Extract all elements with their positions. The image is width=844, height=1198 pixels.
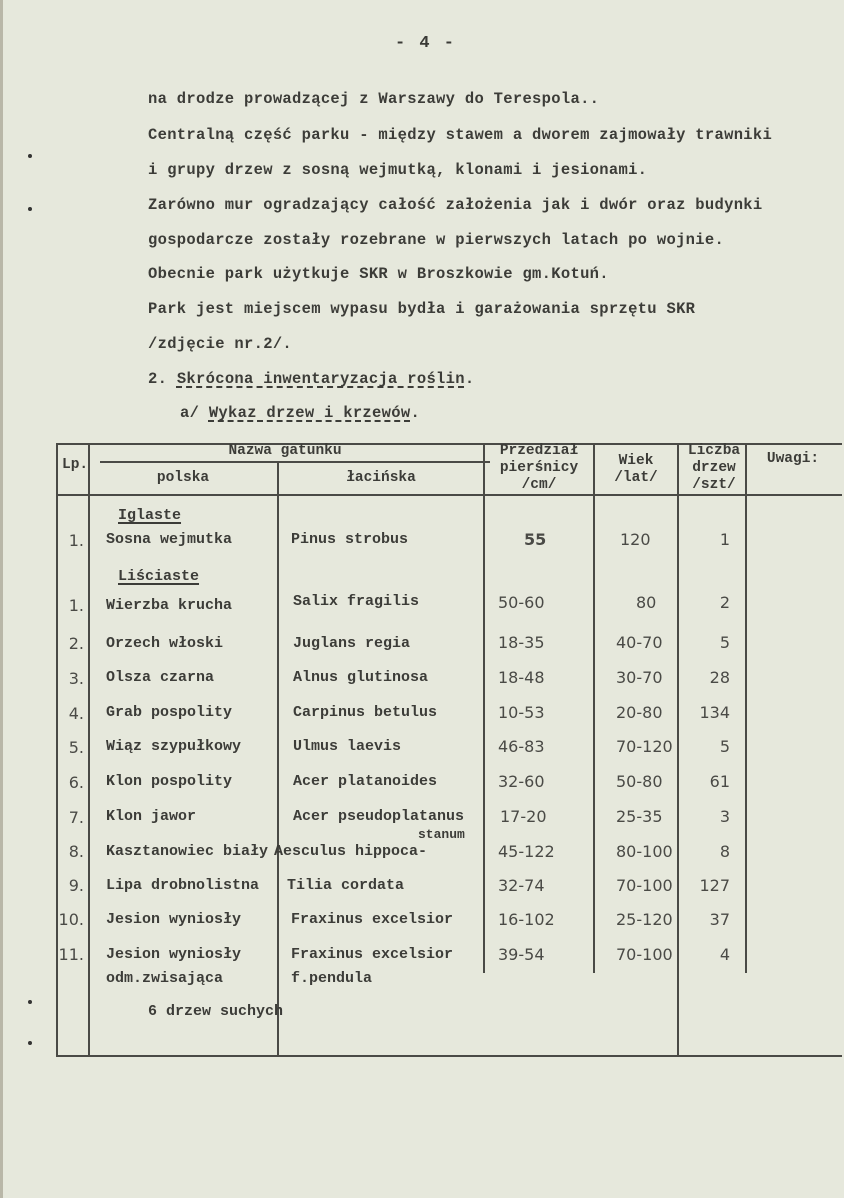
- row-lp: 11.: [58, 945, 84, 964]
- row-latin-name: Acer pseudoplatanus: [293, 808, 465, 825]
- row-age: 120: [620, 530, 651, 549]
- row-latin-name-cont: f.pendula: [291, 970, 373, 987]
- row-lp: 4.: [68, 704, 84, 723]
- row-latin-name: Alnus glutinosa: [293, 669, 429, 686]
- table-col-border: [483, 443, 485, 973]
- row-age: 30-70: [616, 668, 663, 687]
- table-col-border: [677, 443, 679, 1057]
- header-count-line2: drzew: [692, 460, 736, 476]
- row-lp: 1.: [68, 596, 84, 615]
- paragraph-line: Zarówno mur ogradzający całość założenia jak i dwór oraz budynki: [148, 196, 763, 214]
- table-rule-header: [58, 494, 842, 496]
- header-count-line3: /szt/: [692, 477, 736, 493]
- subsection-title-period: .: [410, 404, 421, 422]
- row-polish-name: Jesion wyniosły: [106, 946, 242, 963]
- paragraph-line: Obecnie park użytkuje SKR w Broszkowie gm.Kotuń.: [148, 265, 609, 283]
- row-polish-name: Sosna wejmutka: [106, 531, 233, 548]
- header-count-line1: Liczba: [687, 443, 741, 459]
- table-rule-group: [100, 461, 490, 463]
- row-dbh: 17-20: [500, 807, 547, 826]
- row-polish-name: Orzech włoski: [106, 635, 224, 652]
- table-col-border: [593, 443, 595, 973]
- row-polish-name: Klon pospolity: [106, 773, 233, 790]
- row-latin-name: Ulmus laevis: [293, 738, 402, 755]
- margin-mark: [28, 207, 32, 211]
- row-latin-name: Fraxinus excelsior: [291, 946, 454, 963]
- paragraph-line: gospodarcze zostały rozebrane w pierwszych latach po wojnie.: [148, 231, 725, 249]
- row-count: 61: [709, 772, 730, 791]
- row-dbh: 18-35: [498, 633, 545, 652]
- row-age: 80: [636, 593, 657, 612]
- header-notes: Uwagi:: [766, 451, 820, 467]
- row-polish-name: Kasztanowiec biały: [106, 843, 269, 860]
- row-dbh: 45-122: [498, 842, 555, 861]
- header-age-line2: /lat/: [614, 470, 658, 486]
- header-latin-name: łacińska: [346, 470, 416, 486]
- row-latin-name: Acer platanoides: [293, 773, 438, 790]
- row-lp: 10.: [58, 910, 84, 929]
- row-latin-name-cont: stanum: [418, 827, 465, 842]
- row-latin-name: Tilia cordata: [287, 877, 405, 894]
- row-latin-name: Aesculus hippoca-: [274, 843, 428, 860]
- header-dbh-line3: /cm/: [521, 477, 557, 493]
- group-label-deciduous: Liściaste: [118, 568, 200, 585]
- row-count: 2: [719, 593, 730, 612]
- row-polish-name: Lipa drobnolistna: [106, 877, 260, 894]
- row-age: 25-35: [616, 807, 663, 826]
- header-lp: Lp.: [62, 457, 89, 473]
- row-lp: 7.: [68, 808, 84, 827]
- row-count: 127: [699, 876, 730, 895]
- row-latin-name: Fraxinus excelsior: [291, 911, 454, 928]
- row-polish-name: Grab pospolity: [106, 704, 233, 721]
- header-count: [680, 443, 748, 494]
- row-latin-name: Carpinus betulus: [293, 704, 438, 721]
- row-count: 4: [719, 945, 730, 964]
- row-polish-name: Wiąz szypułkowy: [106, 738, 242, 755]
- row-dbh: 16-102: [498, 910, 555, 929]
- row-age: 20-80: [616, 703, 663, 722]
- row-lp: 8.: [68, 842, 84, 861]
- row-age: 70-100: [616, 876, 673, 895]
- row-count: 8: [719, 842, 730, 861]
- row-lp: 5.: [68, 738, 84, 757]
- row-polish-name: Jesion wyniosły: [106, 911, 242, 928]
- row-latin-name: Juglans regia: [293, 635, 411, 652]
- row-count: 5: [719, 633, 730, 652]
- row-lp: 3.: [68, 669, 84, 688]
- row-polish-name: Olsza czarna: [106, 669, 215, 686]
- row-count: 134: [699, 703, 730, 722]
- header-dbh-line1: Przedział: [499, 443, 579, 459]
- table-col-border: [745, 443, 747, 973]
- header-species-name: Nazwa gatunku: [228, 443, 342, 459]
- margin-mark: [28, 1000, 32, 1004]
- table-rule-bottom: [58, 1055, 842, 1057]
- paragraph-line: i grupy drzew z sosną wejmutką, klonami i jesionami.: [148, 161, 648, 179]
- paragraph-line: /zdjęcie nr.2/.: [148, 335, 293, 353]
- subsection-prefix: a/: [180, 404, 200, 422]
- paragraph-line: Centralną część parku - między stawem a dworem zajmowały trawniki: [148, 126, 773, 144]
- row-count: 28: [709, 668, 730, 687]
- row-dbh: 32-60: [498, 772, 545, 791]
- row-dbh: 18-48: [498, 668, 545, 687]
- subsection-title: Wykaz drzew i krzewów: [208, 404, 411, 422]
- row-age: 70-120: [616, 737, 673, 756]
- row-age: 70-100: [616, 945, 673, 964]
- subsection-heading: [180, 404, 420, 422]
- table-col-border: [88, 443, 90, 1057]
- row-age: 80-100: [616, 842, 673, 861]
- row-polish-name: Wierzba krucha: [106, 597, 233, 614]
- row-dbh: 55: [524, 530, 547, 549]
- section-title-period: .: [464, 370, 475, 388]
- row-count: 37: [709, 910, 730, 929]
- tree-inventory-table: [40, 443, 842, 1058]
- row-polish-name-cont: odm.zwisająca: [106, 970, 224, 987]
- row-count: 5: [719, 737, 730, 756]
- table-col-border: [277, 461, 279, 1057]
- row-count: 3: [719, 807, 730, 826]
- header-age: [596, 453, 676, 487]
- row-count: 1: [719, 530, 730, 549]
- section-heading: [148, 370, 474, 388]
- section-number: 2.: [148, 370, 168, 388]
- dead-trees-note: 6 drzew suchych: [148, 1003, 284, 1020]
- header-dbh: [486, 443, 592, 494]
- row-lp: 1.: [68, 531, 84, 550]
- page-number: - 4 -: [395, 34, 457, 53]
- row-dbh: 50-60: [498, 593, 545, 612]
- row-polish-name: Klon jawor: [106, 808, 197, 825]
- row-dbh: 32-74: [498, 876, 545, 895]
- row-lp: 9.: [68, 876, 84, 895]
- header-polish-name: polska: [156, 470, 210, 486]
- row-latin-name: Salix fragilis: [293, 593, 420, 610]
- row-dbh: 10-53: [498, 703, 545, 722]
- page-edge: [0, 0, 3, 1198]
- row-age: 50-80: [616, 772, 663, 791]
- paragraph-line: Park jest miejscem wypasu bydła i garażowania sprzętu SKR: [148, 300, 696, 318]
- group-label-coniferous: Iglaste: [118, 507, 182, 524]
- row-dbh: 39-54: [498, 945, 545, 964]
- section-title: Skrócona inwentaryzacja roślin: [176, 370, 465, 388]
- row-age: 25-120: [616, 910, 673, 929]
- header-dbh-line2: pierśnicy: [499, 460, 579, 476]
- row-lp: 2.: [68, 634, 84, 653]
- row-dbh: 46-83: [498, 737, 545, 756]
- row-age: 40-70: [616, 633, 663, 652]
- row-latin-name: Pinus strobus: [291, 531, 409, 548]
- header-age-line1: Wiek: [618, 453, 654, 469]
- row-lp: 6.: [68, 773, 84, 792]
- margin-mark: [28, 154, 32, 158]
- margin-mark: [28, 1041, 32, 1045]
- paragraph-line: na drodze prowadzącej z Warszawy do Terespola..: [148, 90, 600, 108]
